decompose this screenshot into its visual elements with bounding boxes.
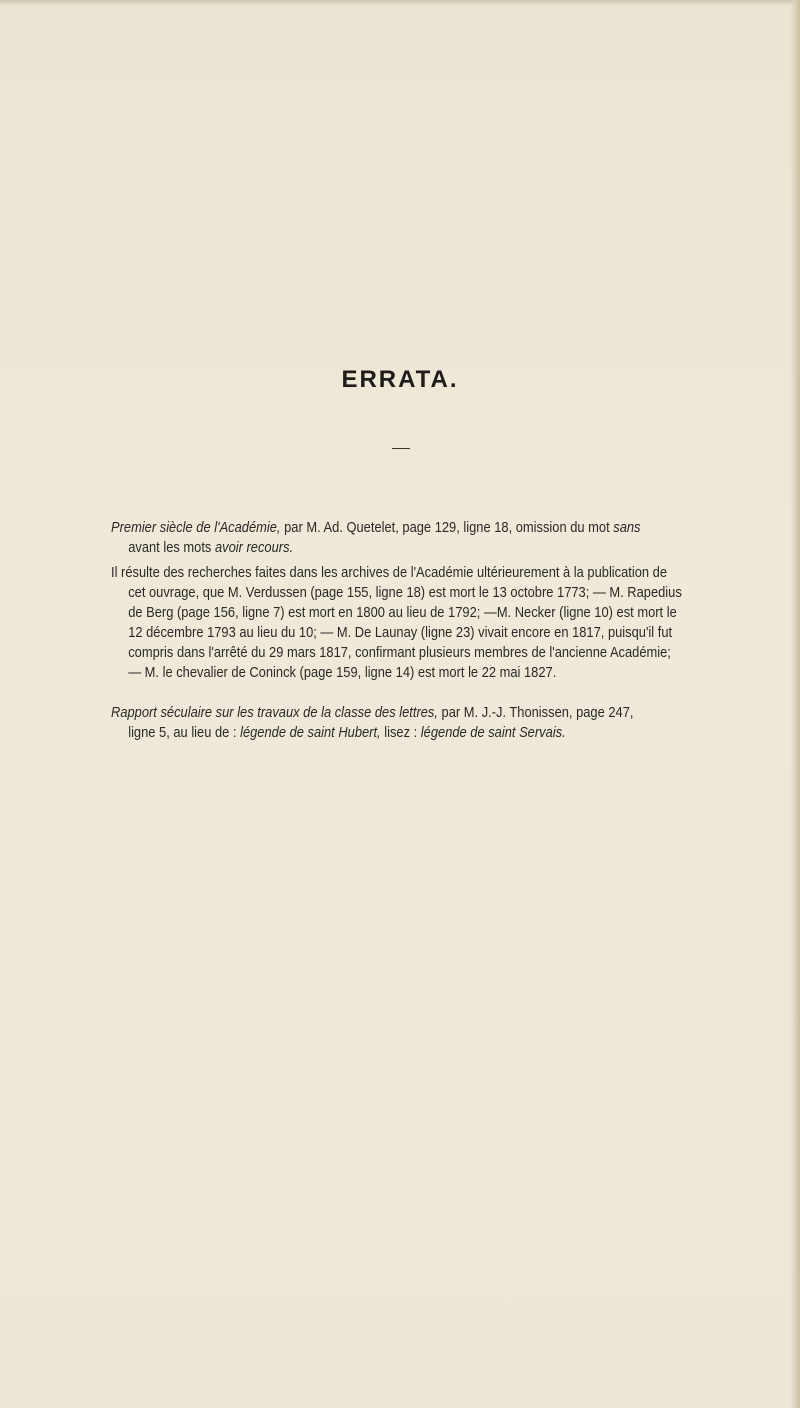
work-title: Rapport séculaire sur les travaux de la classe des lettres, bbox=[111, 704, 438, 721]
errata-entry-premier-siecle bbox=[111, 518, 641, 558]
omitted-word: sans bbox=[613, 519, 641, 536]
entry-line bbox=[111, 538, 627, 558]
entry-text: ligne 5, au lieu de : bbox=[128, 724, 241, 741]
entry-line: de Berg (page 156, ligne 7) est mort en 1800 au lieu de 1792; —M. Necker (ligne 10) est mort le bbox=[128, 604, 677, 621]
wrong-phrase: légende de saint Hubert, bbox=[240, 724, 381, 741]
page-edge-top bbox=[0, 0, 800, 6]
entry-text: par M. Ad. Quetelet, page 129, ligne 18, omission du mot bbox=[280, 519, 614, 536]
entry-line: 12 décembre 1793 au lieu du 10; — M. De Launay (ligne 23) vivait encore en 1817, puisqu'il fut bbox=[128, 624, 673, 641]
errata-entry-archives bbox=[111, 563, 682, 683]
entry-line: compris dans l'arrêté du 29 mars 1817, confirmant plusieurs membres de l'ancienne Académie; bbox=[128, 644, 671, 661]
entry-line: — M. le chevalier de Coninck (page 159, ligne 14) est mort le 22 mai 1827. bbox=[128, 664, 557, 681]
entry-line bbox=[111, 703, 634, 723]
quoted-phrase: avoir recours. bbox=[214, 539, 294, 556]
entry-text: par M. J.-J. Thonissen, page 247, bbox=[437, 704, 634, 721]
entry-line bbox=[111, 518, 641, 538]
title-divider bbox=[392, 448, 410, 449]
corrected-phrase: légende de saint Servais. bbox=[420, 724, 566, 741]
entry-text: lisez : bbox=[380, 724, 421, 741]
entry-line: cet ouvrage, que M. Verdussen (page 155, ligne 18) est mort le 13 octobre 1773; — M. Rapedius bbox=[128, 584, 682, 601]
entry-text: avant les mots bbox=[128, 539, 215, 556]
page-edge-right bbox=[790, 0, 800, 1408]
page-title: ERRATA. bbox=[341, 366, 459, 393]
work-title: Premier siècle de l'Académie, bbox=[111, 519, 281, 536]
entry-line bbox=[111, 723, 627, 743]
entry-line: Il résulte des recherches faites dans les archives de l'Académie ultérieurement à la publication de bbox=[111, 564, 668, 581]
errata-entry-rapport-seculaire bbox=[111, 703, 634, 743]
